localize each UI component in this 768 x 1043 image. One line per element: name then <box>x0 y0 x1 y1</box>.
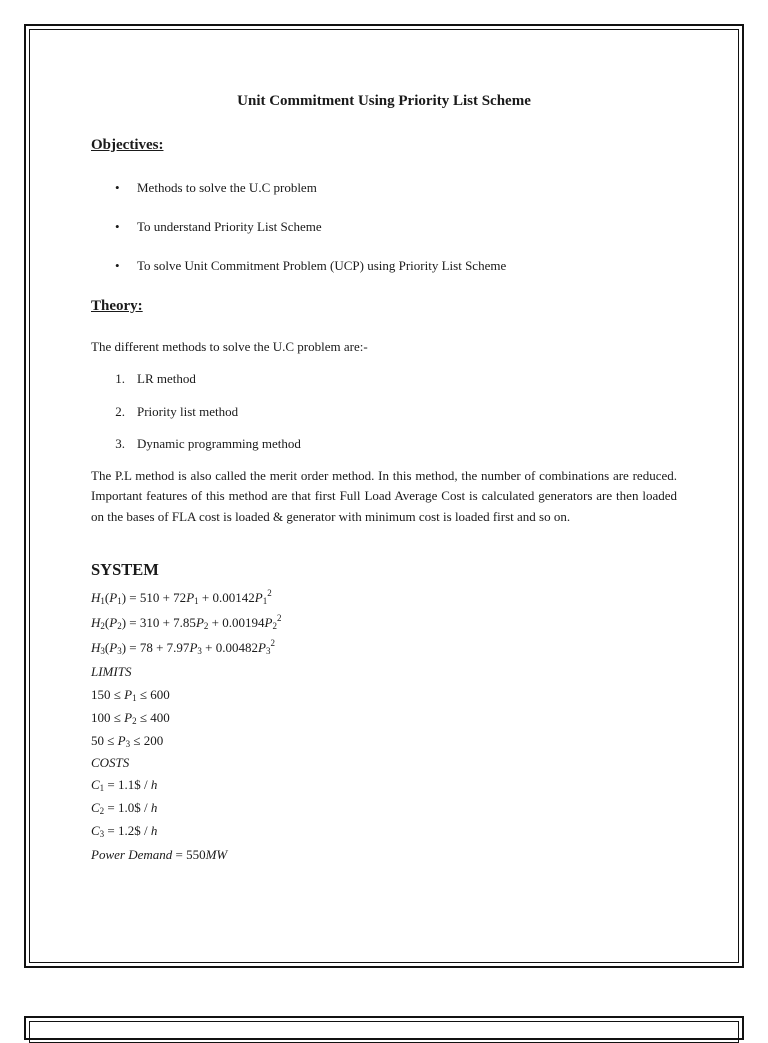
bullet-icon: • <box>115 219 120 234</box>
cost-c2: $C_2$ = 1.0$ / h <box>91 800 158 816</box>
costs-label: COSTS <box>91 755 130 770</box>
bullet-icon: • <box>115 180 120 195</box>
objective-item: Methods to solve the U.C problem <box>137 180 317 195</box>
next-page-border-inner <box>29 1021 739 1043</box>
theory-paragraph: The P.L method is also called the merit order method. In this method, the number of combinations are reduced. Important features of this method are that first Full Load Average Cost is calculated generators are then loaded on the bases of FLA cost is loaded & generator with minimum cost is loaded first and so on. <box>91 468 677 524</box>
method-item: Dynamic programming method <box>137 436 301 451</box>
theory-intro: The different methods to solve the U.C problem are:- <box>91 339 368 354</box>
method-number: 3. <box>115 436 125 451</box>
method-number: 2. <box>115 404 125 419</box>
equation-h2: $H_2(P_2) = 310 + 7.85P_2 + 0.00194P_2^2$ <box>91 613 282 631</box>
cost-c1: $C_1$ = 1.1$ / h <box>91 777 158 793</box>
limits-label: LIMITS <box>91 664 132 679</box>
equation-h3: $H_3(P_3) = 78 + 7.97P_3 + 0.00482P_3^2$ <box>91 638 275 656</box>
method-item: LR method <box>137 371 196 386</box>
objectives-heading: Objectives: <box>91 137 164 153</box>
cost-c3: $C_3$ = 1.2$ / h <box>91 823 158 839</box>
method-item: Priority list method <box>137 404 239 419</box>
equation-h1: $H_1(P_1) = 510 + 72P_1 + 0.00142P_1^2$ <box>91 588 272 606</box>
limit-p1: $150 \le P_1 \le 600$ <box>91 687 170 703</box>
system-heading: SYSTEM <box>91 560 159 579</box>
theory-heading: Theory: <box>91 298 143 314</box>
limit-p3: $50 \le P_3 \le 200$ <box>91 733 164 749</box>
method-number: 1. <box>115 371 125 386</box>
document-title: Unit Commitment Using Priority List Scheme <box>237 93 531 109</box>
objective-item: To understand Priority List Scheme <box>137 219 322 234</box>
bullet-icon: • <box>115 258 120 273</box>
power-demand: Power Demand = 550MW <box>91 847 228 862</box>
objective-item: To solve Unit Commitment Problem (UCP) using Priority List Scheme <box>137 258 507 273</box>
limit-p2: $100 \le P_2 \le 400$ <box>91 710 170 726</box>
